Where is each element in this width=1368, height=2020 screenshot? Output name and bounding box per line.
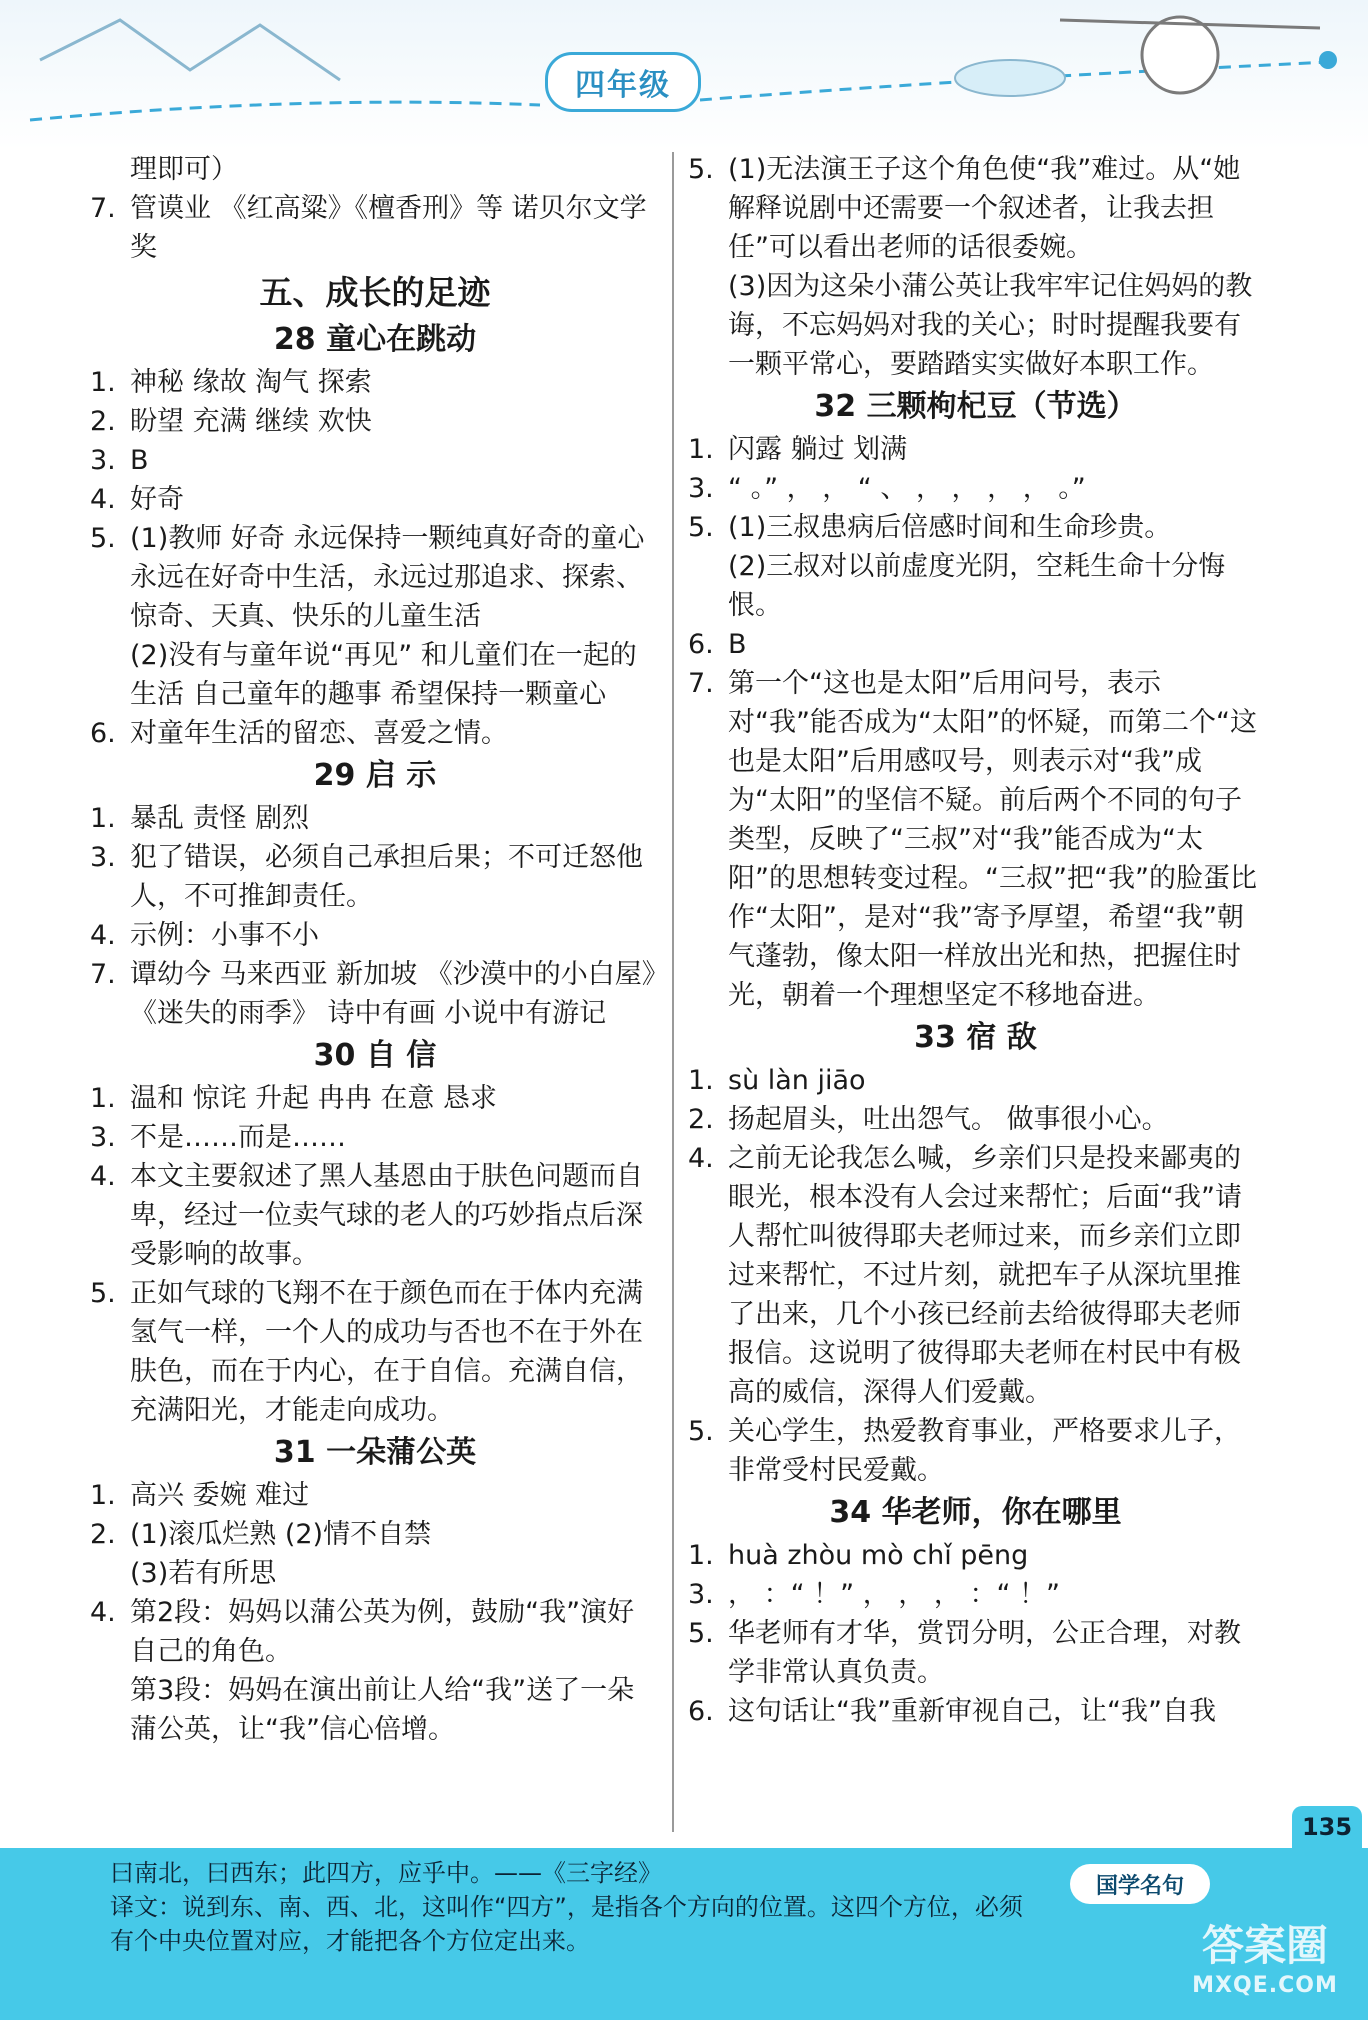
item-number: 7. (688, 668, 714, 699)
item-number: 1. (688, 1540, 714, 1571)
answer-item (688, 1614, 1263, 1692)
classic-quote (110, 1856, 1030, 1958)
watermark-logo-text: 答案圈 (1201, 1921, 1328, 1970)
continuation-text: (2)三叔对以前虚度光阴，空耗生命十分悔恨。 (728, 551, 1226, 621)
answer-item (90, 519, 660, 636)
page-number: 135 (1292, 1806, 1362, 1848)
item-number: 1. (688, 1065, 714, 1096)
item-text: B (130, 445, 149, 476)
item-text: 盼望 充满 继续 欢快 (130, 406, 372, 437)
item-number: 4. (90, 1597, 116, 1628)
item-number: 3. (90, 842, 116, 873)
column-divider (672, 152, 674, 1832)
answer-item (688, 1412, 1263, 1490)
item-text: 正如气球的飞翔不在于颜色而在于体内充满氢气一样，一个人的成功与否也不在于外在肤色，而在于内心，在于自信。充满自信，充满阳光，才能走向成功。 (130, 1278, 643, 1426)
item-text: 高兴 委婉 难过 (130, 1480, 310, 1511)
answer-item (688, 150, 1263, 267)
item-text: 闪露 躺过 划满 (728, 434, 908, 465)
answer-item (90, 1079, 660, 1118)
item-text: 本文主要叙述了黑人基恩由于肤色问题而自卑，经过一位卖气球的老人的巧妙指点后深受影响的故事。 (130, 1161, 643, 1270)
answer-item (90, 955, 660, 1033)
answer-item (688, 625, 1263, 664)
answer-item (90, 1476, 660, 1515)
lesson-title: 28 童心在跳动 (273, 322, 477, 357)
answer-item (688, 1139, 1263, 1412)
answer-item (90, 1157, 660, 1274)
item-text: B (728, 629, 747, 660)
item-number: 7. (90, 193, 116, 224)
continuation-text: 第3段：妈妈在演出前让人给“我”送了一朵蒲公英，让“我”信心倍增。 (130, 1675, 635, 1745)
item-text: huà zhòu mò chǐ pēng (728, 1540, 1029, 1571)
answer-item (90, 1593, 660, 1671)
item-text: 谭幼今 马来西亚 新加坡 《沙漠中的小白屋》《迷失的雨季》 诗中有画 小说中有游记 (130, 959, 656, 1029)
item-number: 2. (90, 1519, 116, 1550)
lesson-title: 32 三颗枸杞豆（节选） (814, 389, 1137, 424)
item-number: 6. (90, 718, 116, 749)
quote-translation: 译文：说到东、南、西、北，这叫作“四方”，是指各个方向的位置。这四个方位，必须有个中央位置对应，才能把各个方位定出来。 (110, 1893, 1023, 1955)
continuation-text: (3)若有所思 (130, 1558, 277, 1589)
item-text: 示例：小事不小 (130, 920, 319, 951)
continuation-text: 理即可） (130, 154, 238, 185)
item-number: 6. (688, 629, 714, 660)
item-number: 3. (688, 1579, 714, 1610)
item-number: 4. (688, 1143, 714, 1174)
grade-badge: 四年级 (545, 52, 701, 112)
item-number: 5. (688, 512, 714, 543)
item-text: 暴乱 责怪 剧烈 (130, 803, 310, 834)
unit-title: 五、成长的足迹 (259, 273, 491, 312)
item-number: 5. (688, 1618, 714, 1649)
answer-item (90, 480, 660, 519)
item-text: 第2段：妈妈以蒲公英为例，鼓励“我”演好自己的角色。 (130, 1597, 635, 1667)
answer-item (90, 714, 660, 753)
answer-item (90, 799, 660, 838)
item-text: 对童年生活的留恋、喜爱之情。 (130, 718, 508, 749)
answer-item (90, 838, 660, 916)
footer-banner (0, 1848, 1368, 2020)
item-text: 扬起眉头，吐出怨气。 做事很小心。 (728, 1104, 1169, 1135)
item-number: 3. (90, 1122, 116, 1153)
item-number: 5. (90, 523, 116, 554)
item-text: 不是……而是…… (130, 1122, 346, 1153)
item-text: ， ：“ ！” ， ， ， ：“ ！” (728, 1579, 1061, 1610)
answer-item (90, 402, 660, 441)
item-text: 华老师有才华，赏罚分明，公正合理，对教学非常认真负责。 (728, 1618, 1241, 1688)
item-number: 2. (688, 1104, 714, 1135)
item-number: 2. (90, 406, 116, 437)
answer-item (688, 1575, 1263, 1614)
item-text: 之前无论我怎么喊，乡亲们只是投来鄙夷的眼光，根本没有人会过来帮忙；后面“我”请人帮忙叫彼得耶夫老师过来，而乡亲们立即过来帮忙，不过片刻，就把车子从深坑里推了出来，几个小孩已经前去给彼得耶夫老师报信。这说明了彼得耶夫老师在村民中有极高的威信，深得人们爱戴。 (728, 1143, 1242, 1408)
watermark-url: MXQE.COM (1192, 1973, 1338, 1998)
answer-item (90, 441, 660, 480)
item-text: 犯了错误，必须自己承担后果；不可迁怒他人，不可推卸责任。 (130, 842, 643, 912)
item-number: 6. (688, 1696, 714, 1727)
item-text: 关心学生，热爱教育事业，严格要求儿子，非常受村民爱戴。 (728, 1416, 1241, 1486)
item-text: 温和 惊诧 升起 冉冉 在意 恳求 (130, 1083, 497, 1114)
site-watermark (1180, 1920, 1350, 2010)
answer-item (90, 189, 660, 267)
answer-item (688, 1100, 1263, 1139)
answer-item (90, 1515, 660, 1554)
answer-item (90, 363, 660, 402)
answer-item (688, 508, 1263, 547)
item-number: 5. (688, 154, 714, 185)
continuation-text: (2)没有与童年说“再见” 和儿童们在一起的生活 自己童年的趣事 希望保持一颗童心 (130, 640, 637, 710)
item-number: 7. (90, 959, 116, 990)
item-number: 1. (688, 434, 714, 465)
lesson-title: 34 华老师，你在哪里 (829, 1495, 1122, 1530)
page-header (0, 0, 1368, 150)
right-column (688, 150, 1263, 1731)
lesson-title: 29 启 示 (313, 758, 437, 793)
lesson-title: 30 自 信 (313, 1038, 437, 1073)
item-number: 3. (688, 473, 714, 504)
answer-item (688, 664, 1263, 1015)
item-number: 1. (90, 803, 116, 834)
item-text: (1)三叔患病后倍感时间和生命珍贵。 (728, 512, 1172, 543)
section-tag: 国学名句 (1070, 1864, 1210, 1904)
item-number: 3. (90, 445, 116, 476)
item-number: 4. (90, 920, 116, 951)
item-text: 神秘 缘故 淘气 探索 (130, 367, 372, 398)
item-text: 管谟业 《红高粱》《檀香刑》等 诺贝尔文学奖 (130, 193, 647, 263)
answer-item (688, 469, 1263, 508)
answer-item (688, 1692, 1263, 1731)
item-text: 第一个“这也是太阳”后用问号，表示对“我”能否成为“太阳”的怀疑，而第二个“这也是太阳”后用感叹号，则表示对“我”成为“太阳”的坚信不疑。前后两个不同的句子类型，反映了“三叔”对“我”能否成为“太阳”的思想转变过程。“三叔”把“我”的脸蛋比作“太阳”，是对“我”寄予厚望，希望“我”朝气蓬勃，像太阳一样放出光和热，把握住时光，朝着一个理想坚定不移地奋进。 (728, 668, 1257, 1011)
lesson-title: 31 一朵蒲公英 (273, 1435, 477, 1470)
answer-item (688, 430, 1263, 469)
item-number: 1. (90, 367, 116, 398)
item-text: sù làn jiāo (728, 1065, 866, 1096)
item-number: 5. (688, 1416, 714, 1447)
item-text: 好奇 (130, 484, 184, 515)
item-number: 4. (90, 1161, 116, 1192)
item-number: 1. (90, 1083, 116, 1114)
continuation-text: (3)因为这朵小蒲公英让我牢牢记住妈妈的教诲，不忘妈妈对我的关心；时时提醒我要有一颗平常心，要踏踏实实做好本职工作。 (728, 271, 1253, 380)
item-text: 这句话让“我”重新审视自己，让“我”自我 (728, 1696, 1216, 1727)
item-text: (1)教师 好奇 永远保持一颗纯真好奇的童心 永远在好奇中生活，永远过那追求、探索、惊奇、天真、快乐的儿童生活 (130, 523, 645, 632)
left-column (90, 150, 660, 1749)
item-number: 1. (90, 1480, 116, 1511)
answer-item (90, 1118, 660, 1157)
answer-item (90, 1274, 660, 1430)
item-number: 4. (90, 484, 116, 515)
quote-line: 曰南北，曰西东；此四方，应乎中。——《三字经》 (110, 1859, 662, 1887)
lesson-title: 33 宿 敌 (914, 1020, 1037, 1055)
item-text: “ 。” ， ， “ 、 ， ， ， ， 。” (728, 473, 1086, 504)
answer-item (688, 1061, 1263, 1100)
item-number: 5. (90, 1278, 116, 1309)
answer-item (90, 916, 660, 955)
answer-item (688, 1536, 1263, 1575)
item-text: (1)无法演王子这个角色使“我”难过。从“她解释说剧中还需要一个叙述者，让我去担任”可以看出老师的话很委婉。 (728, 154, 1241, 263)
item-text: (1)滚瓜烂熟 (2)情不自禁 (130, 1519, 432, 1550)
